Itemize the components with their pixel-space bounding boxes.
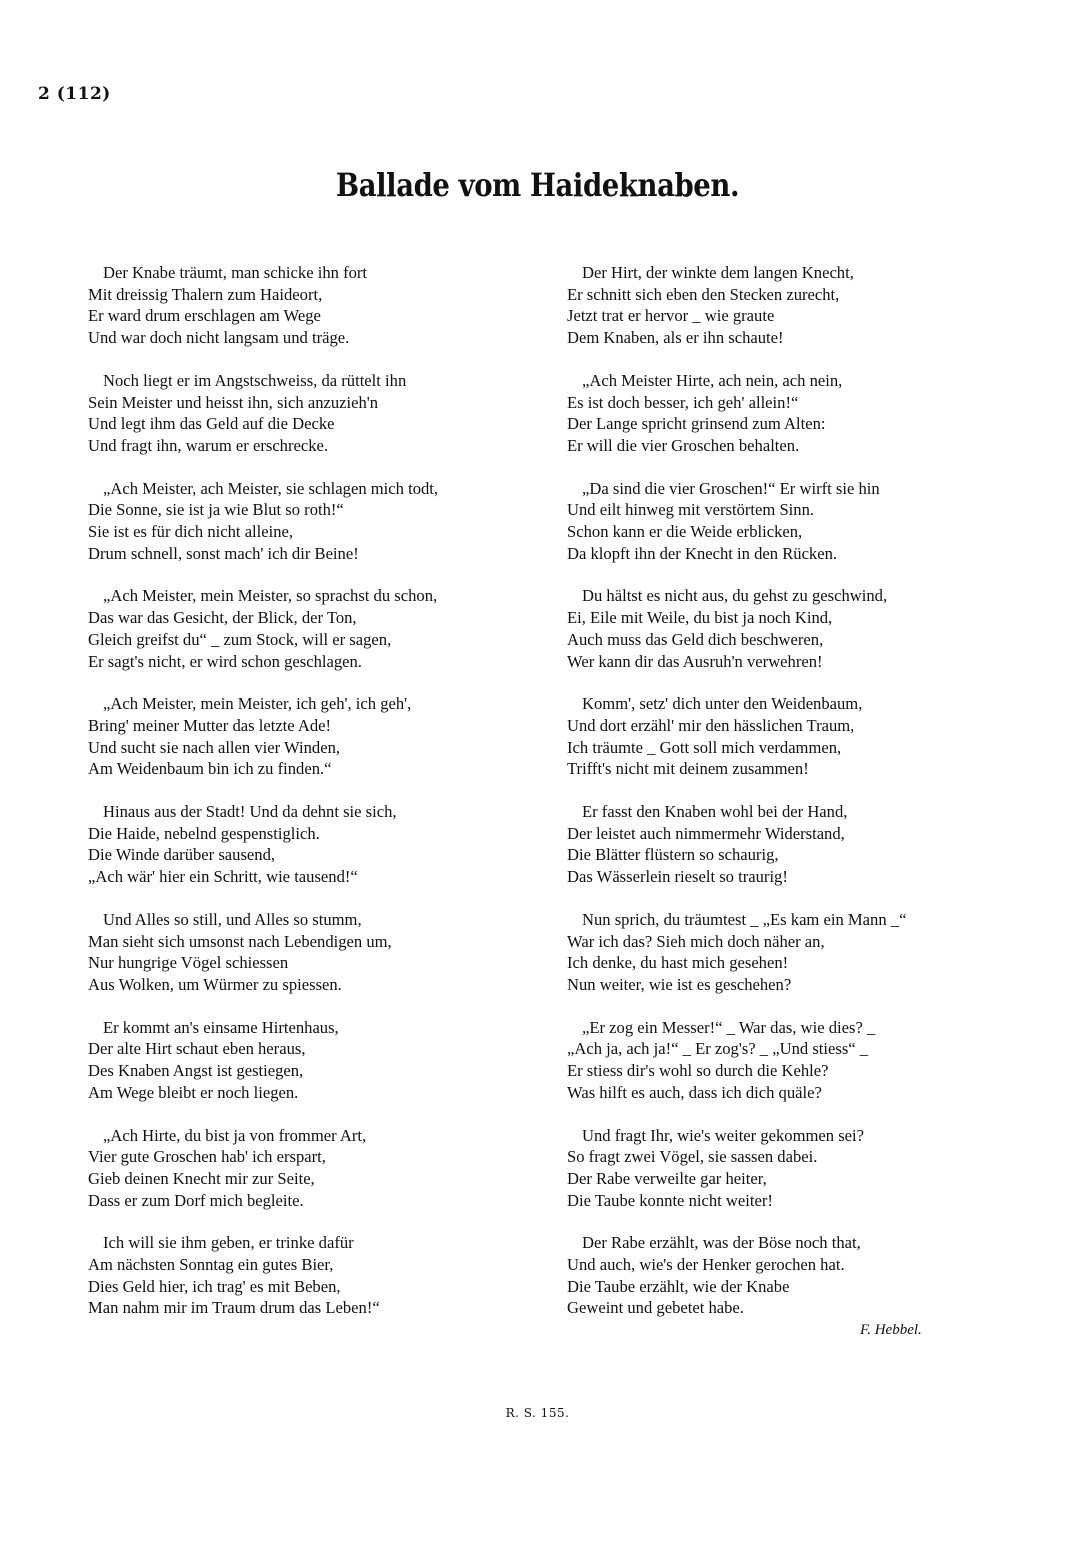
verse-line: Es ist doch besser, ich geh' allein!“ [567, 392, 799, 412]
verse-line: Dies Geld hier, ich trag' es mit Beben, [88, 1276, 341, 1296]
verse-line: „Er zog ein Messer!“ _ War das, wie dies? _ [582, 1017, 876, 1037]
verse-line: Auch muss das Geld dich beschweren, [567, 629, 824, 649]
stanza [88, 693, 548, 780]
verse-line: Noch liegt er im Angstschweiss, da rüttelt ihn [103, 370, 407, 390]
verse-line: Er schnitt sich eben den Stecken zurecht, [567, 284, 840, 304]
verse-line: Der Knabe träumt, man schicke ihn fort [103, 263, 368, 282]
verse-line: Ei, Eile mit Weile, du bist ja noch Kind, [567, 608, 833, 628]
stanza [567, 693, 1027, 780]
verse-line: Das war das Gesicht, der Blick, der Ton, [88, 608, 357, 628]
verse-line: „Ach Meister, mein Meister, so sprachst du schon, [103, 586, 438, 606]
verse-line: Ich denke, du hast mich gesehen! [567, 953, 789, 973]
stanza [567, 478, 1027, 565]
verse-line: Die Taube erzählt, wie der Knabe [567, 1276, 790, 1296]
verse-line: Schon kann er die Weide erblicken, [567, 522, 803, 542]
stanza [88, 1232, 548, 1319]
verse-line: Und eilt hinweg mit verstörtem Sinn. [567, 500, 815, 520]
stanza [88, 478, 548, 565]
verse-line: Der alte Hirt schaut eben heraus, [88, 1039, 306, 1059]
stanza [88, 262, 548, 349]
stanza [567, 1232, 1027, 1319]
verse-line: Du hältst es nicht aus, du gehst zu geschwind, [582, 586, 888, 606]
verse-line: Am nächsten Sonntag ein gutes Bier, [88, 1255, 334, 1275]
verse-line: „Da sind die vier Groschen!“ Er wirft sie hin [582, 478, 880, 498]
verse-line: Bring' meiner Mutter das letzte Ade! [88, 715, 332, 735]
right-column [567, 262, 1027, 1340]
verse-line: Dem Knaben, als er ihn schaute! [567, 328, 784, 348]
verse-line: Er ward drum erschlagen am Wege [88, 306, 321, 326]
verse-line: Die Haide, nebelnd gespenstiglich. [88, 823, 320, 843]
verse-line: Geweint und gebetet habe. [567, 1298, 744, 1318]
verse-line: Und fragt Ihr, wie's weiter gekommen sei? [582, 1125, 865, 1145]
verse-line: „Ach Meister Hirte, ach nein, ach nein, [582, 370, 843, 390]
verse-line: War ich das? Sieh mich doch näher an, [567, 931, 825, 951]
verse-line: Trifft's nicht mit deinem zusammen! [567, 759, 809, 779]
verse-line: Gieb deinen Knecht mir zur Seite, [88, 1168, 315, 1188]
verse-line: „Ach wär' hier ein Schritt, wie tausend!“ [88, 867, 358, 887]
verse-line: Gleich greifst du“ _ zum Stock, will er sagen, [88, 629, 392, 649]
stanza [88, 1125, 548, 1212]
verse-line: Und fragt ihn, warum er erschrecke. [88, 435, 329, 455]
verse-line: Vier gute Groschen hab' ich erspart, [88, 1147, 326, 1167]
verse-line: „Ach ja, ach ja!“ _ Er zog's? _ „Und stiess“ _ [567, 1039, 869, 1059]
verse-line: Des Knaben Angst ist gestiegen, [88, 1061, 304, 1081]
stanza [88, 370, 548, 457]
verse-line: Am Wege bleibt er noch liegen. [88, 1082, 299, 1102]
verse-line: Mit dreissig Thalern zum Haideort, [88, 284, 323, 304]
verse-line: Und war doch nicht langsam und träge. [88, 328, 350, 348]
verse-line: Nun sprich, du träumtest _ „Es kam ein Mann _“ [582, 909, 907, 929]
verse-line: Der Rabe erzählt, was der Böse noch that, [582, 1233, 861, 1253]
stanza [567, 1017, 1027, 1104]
verse-line: Nur hungrige Vögel schiessen [88, 953, 289, 973]
verse-line: Er fasst den Knaben wohl bei der Hand, [582, 802, 848, 822]
verse-line: So fragt zwei Vögel, sie sassen dabei. [567, 1147, 818, 1167]
verse-line: Der leistet auch nimmermehr Widerstand, [567, 823, 845, 843]
left-column [88, 262, 548, 1340]
verse-line: Die Sonne, sie ist ja wie Blut so roth!“ [88, 500, 344, 520]
verse-line: Aus Wolken, um Würmer zu spiessen. [88, 974, 342, 994]
verse-line: Er sagt's nicht, er wird schon geschlagen. [88, 651, 362, 671]
verse-line: Hinaus aus der Stadt! Und da dehnt sie sich, [103, 802, 397, 822]
verse-line: Am Weidenbaum bin ich zu finden.“ [88, 759, 332, 779]
verse-line: Und auch, wie's der Henker gerochen hat. [567, 1255, 845, 1275]
stanza [567, 909, 1027, 996]
verse-line: Drum schnell, sonst mach' ich dir Beine! [88, 543, 359, 563]
verse-line: Was hilft es auch, dass ich dich quäle? [567, 1082, 822, 1102]
author-signature: F. Hebbel. [860, 1322, 922, 1338]
stanza [567, 370, 1027, 457]
verse-line: Man sieht sich umsonst nach Lebendigen um, [88, 931, 392, 951]
verse-line: Er kommt an's einsame Hirtenhaus, [103, 1017, 339, 1037]
stanza [88, 909, 548, 996]
verse-line: Sie ist es für dich nicht alleine, [88, 522, 294, 542]
verse-line: Und dort erzähl' mir den hässlichen Traum, [567, 715, 855, 735]
verse-line: Die Winde darüber sausend, [88, 845, 276, 865]
page-number: 2 (112) [38, 84, 111, 104]
stanza [567, 585, 1027, 672]
verse-line: Er stiess dir's wohl so durch die Kehle? [567, 1061, 829, 1081]
verse-line: Er will die vier Groschen behalten. [567, 435, 800, 455]
stanza [567, 1125, 1027, 1212]
verse-line: Und Alles so still, und Alles so stumm, [103, 909, 362, 929]
verse-line: Der Hirt, der winkte dem langen Knecht, [582, 263, 854, 282]
verse-line: Jetzt trat er hervor _ wie graute [567, 306, 775, 326]
stanza [88, 1017, 548, 1104]
verse-line: Die Blätter flüstern so schaurig, [567, 845, 779, 865]
stanza [88, 585, 548, 672]
verse-line: „Ach Meister, mein Meister, ich geh', ich geh', [103, 694, 412, 714]
verse-line: Das Wässerlein rieselt so traurig! [567, 867, 788, 887]
verse-line: Sein Meister und heisst ihn, sich anzuzieh'n [88, 392, 379, 412]
stanza [567, 801, 1027, 888]
verse-line: Nun weiter, wie ist es geschehen? [567, 974, 792, 994]
verse-line: Komm', setz' dich unter den Weidenbaum, [582, 694, 863, 714]
stanza [567, 262, 1027, 349]
verse-line: Der Rabe verweilte gar heiter, [567, 1168, 767, 1188]
verse-line: Ich will sie ihm geben, er trinke dafür [103, 1233, 354, 1253]
verse-line: Dass er zum Dorf mich begleite. [88, 1190, 304, 1210]
verse-line: „Ach Hirte, du bist ja von frommer Art, [103, 1125, 367, 1145]
poem-title: Ballade vom Haideknaben. [335, 166, 740, 204]
footer-plate-number: R. S. 155. [505, 1406, 570, 1420]
verse-line: Und legt ihm das Geld auf die Decke [88, 414, 335, 434]
stanza [88, 801, 548, 888]
verse-line: Da klopft ihn der Knecht in den Rücken. [567, 543, 838, 563]
verse-line: Wer kann dir das Ausruh'n verwehren! [567, 651, 823, 671]
verse-line: Ich träumte _ Gott soll mich verdammen, [567, 737, 842, 757]
verse-line: Man nahm mir im Traum drum das Leben!“ [88, 1298, 380, 1318]
verse-line: Und sucht sie nach allen vier Winden, [88, 737, 341, 757]
verse-line: Die Taube konnte nicht weiter! [567, 1190, 773, 1210]
verse-line: „Ach Meister, ach Meister, sie schlagen mich todt, [103, 478, 439, 498]
verse-line: Der Lange spricht grinsend zum Alten: [567, 414, 826, 434]
